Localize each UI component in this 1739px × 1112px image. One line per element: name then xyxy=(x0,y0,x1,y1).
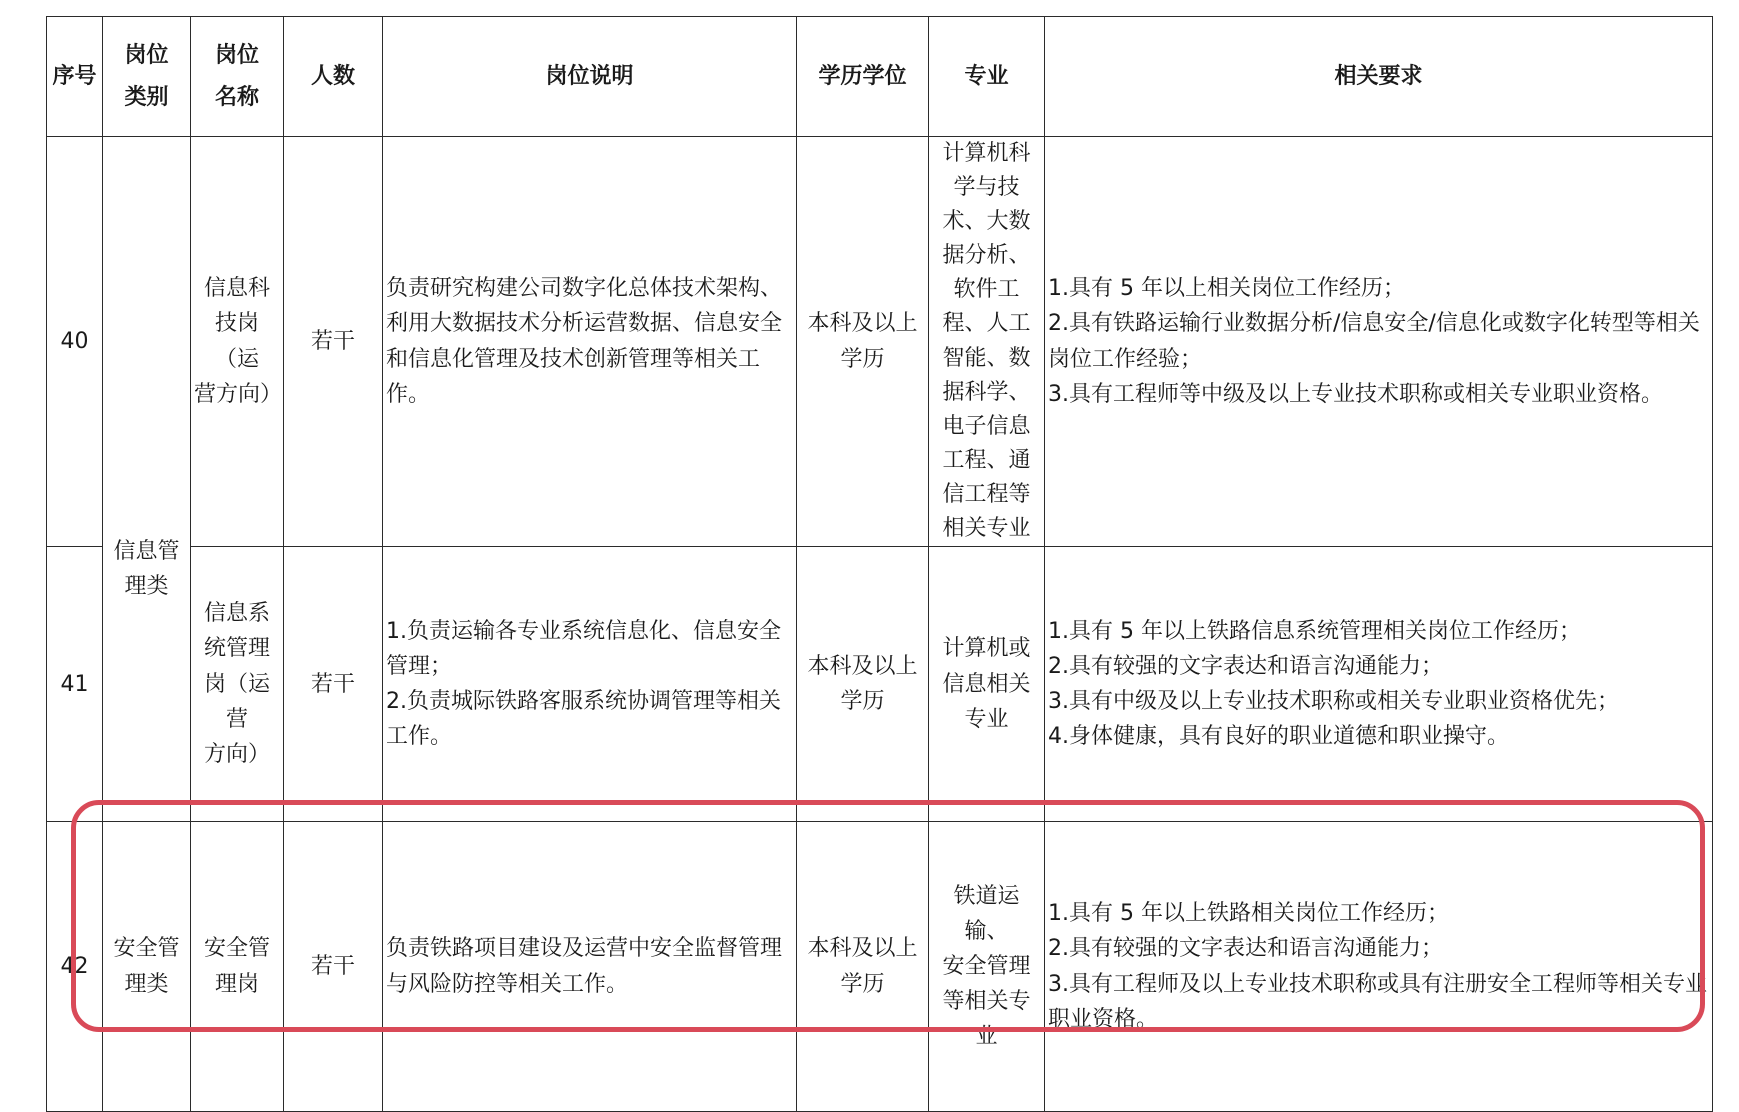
cell-count: 若干 xyxy=(284,547,383,822)
cell-education: 本科及以上 学历 xyxy=(797,822,929,1112)
cell-category: 安全管 理类 xyxy=(103,822,191,1112)
cell-category-merged: 信息管 理类 xyxy=(103,137,191,822)
cell-count: 若干 xyxy=(284,137,383,547)
cell-requirements: 1.具有 5 年以上铁路信息系统管理相关岗位工作经历； 2.具有较强的文字表达和语言沟通能力； 3.具有中级及以上专业技术职称或相关专业职业资格优先； 4.身体健康，具有良好的职业道德和职业操守。 xyxy=(1045,547,1713,822)
header-requirements: 相关要求 xyxy=(1045,17,1713,137)
cell-seq: 41 xyxy=(47,547,103,822)
table-row xyxy=(47,137,1713,547)
header-description: 岗位说明 xyxy=(383,17,797,137)
cell-name: 信息系 统管理 岗（运营 方向） xyxy=(191,547,284,822)
table-row xyxy=(47,822,1713,1112)
cell-seq: 40 xyxy=(47,137,103,547)
cell-requirements: 1.具有 5 年以上铁路相关岗位工作经历； 2.具有较强的文字表达和语言沟通能力； 3.具有工程师及以上专业技术职称或具有注册安全工程师等相关专业职业资格。 xyxy=(1045,822,1713,1112)
cell-education: 本科及以上 学历 xyxy=(797,547,929,822)
cell-name: 信息科 技岗（运 营方向） xyxy=(191,137,284,547)
header-major: 专业 xyxy=(929,17,1045,137)
cell-major: 计算机或 信息相关 专业 xyxy=(929,547,1045,822)
cell-description: 1.负责运输各专业系统信息化、信息安全管理； 2.负责城际铁路客服系统协调管理等相关工作。 xyxy=(383,547,797,822)
job-positions-table xyxy=(46,16,1713,1112)
cell-education: 本科及以上 学历 xyxy=(797,137,929,547)
header-count: 人数 xyxy=(284,17,383,137)
cell-major: 铁道运输、 安全管理 等相关专 业 xyxy=(929,822,1045,1112)
cell-description: 负责铁路项目建设及运营中安全监督管理与风险防控等相关工作。 xyxy=(383,822,797,1112)
table-row xyxy=(47,547,1713,822)
header-category: 岗位 类别 xyxy=(103,17,191,137)
header-name: 岗位 名称 xyxy=(191,17,284,137)
table-header-row xyxy=(47,17,1713,137)
cell-name: 安全管 理岗 xyxy=(191,822,284,1112)
cell-seq: 42 xyxy=(47,822,103,1112)
header-seq: 序号 xyxy=(47,17,103,137)
header-education: 学历学位 xyxy=(797,17,929,137)
cell-major: 计算机科学与技术、大数据分析、软件工程、人工智能、数据科学、电子信息工程、通信工程等相关专业 xyxy=(929,137,1045,547)
cell-requirements: 1.具有 5 年以上相关岗位工作经历； 2.具有铁路运输行业数据分析/信息安全/信息化或数字化转型等相关岗位工作经验； 3.具有工程师等中级及以上专业技术职称或相关专业职业资格。 xyxy=(1045,137,1713,547)
cell-description: 负责研究构建公司数字化总体技术架构、利用大数据技术分析运营数据、信息安全和信息化管理及技术创新管理等相关工作。 xyxy=(383,137,797,547)
cell-count: 若干 xyxy=(284,822,383,1112)
